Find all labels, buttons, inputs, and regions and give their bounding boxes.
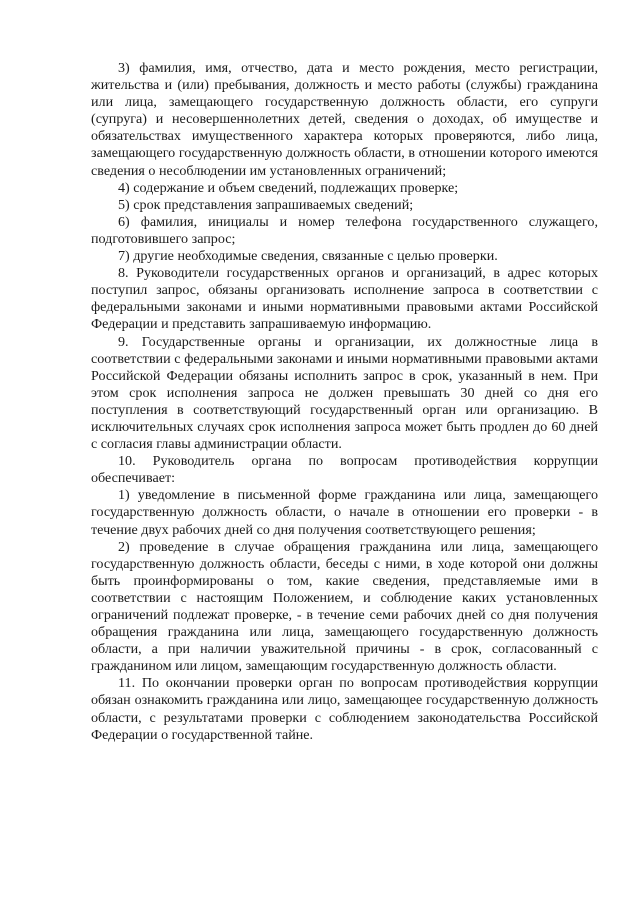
paragraph-item-4: 4) содержание и объем сведений, подлежащих проверке; xyxy=(118,179,459,196)
paragraph-section-11: 11. По окончании проверки орган по вопросам противодействия коррупции обязан ознакомить гражданина или лицо, замещающее государственную должность области, с результатами проверки с соблюдением законодательства Российской Федерации о государственной тайне. xyxy=(91,675,598,743)
paragraph-section-10: 10. Руководитель органа по вопросам противодействия коррупции обеспечивает: xyxy=(91,453,598,487)
paragraph-item-5: 5) срок представления запрашиваемых сведений; xyxy=(118,196,414,213)
paragraph-section-10-item-1: 1) уведомление в письменной форме гражданина или лица, замещающего государственную должность области, о начале в отношении его проверки - в течение двух рабочих дней со дня получения соответствующего решения; xyxy=(91,487,598,538)
document-body xyxy=(91,60,598,744)
paragraph-item-3: 3) фамилия, имя, отчество, дата и место рождения, место регистрации, жительства и (или) пребывания, должность и место работы (службы) гражданина или лица, замещающего государственную должность области, его супруги (супруга) и несовершеннолетних детей, сведения о доходах, об имуществе и обязательствах имущественного характера которых проверяются, либо лица, замещающего государственную должность области, в отношении которого имеются сведения о несоблюдении им установленных ограничений; xyxy=(91,60,598,179)
paragraph-section-8: 8. Руководители государственных органов и организаций, в адрес которых поступил запрос, обязаны организовать исполнение запроса в соответствии с федеральными законами и иными нормативными правовыми актами Российской Федерации и представить запрашиваемую информацию. xyxy=(91,265,598,333)
paragraph-item-7: 7) другие необходимые сведения, связанные с целью проверки. xyxy=(118,248,498,265)
paragraph-section-10-item-2: 2) проведение в случае обращения гражданина или лица, замещающего государственную должность области, беседы с ними, в ходе которой они должны быть проинформированы о том, какие сведения, представляемые ими в соответствии с настоящим Положением, и соблюдение каких установленных ограничений подлежат проверке, - в течение семи рабочих дней со дня получения обращения гражданина или лица, замещающего государственную должность области, а при наличии уважительной причины - в срок, согласованный с гражданином или лицом, замещающим государственную должность области. xyxy=(91,538,598,675)
paragraph-item-6: 6) фамилия, инициалы и номер телефона государственного служащего, подготовившего запрос; xyxy=(91,213,598,247)
paragraph-section-9: 9. Государственные органы и организации, их должностные лица в соответствии с федеральными законами и иными нормативными правовыми актами Российской Федерации обязаны исполнить запрос в срок, указанный в нем. При этом срок исполнения запроса не должен превышать 30 дней со дня его поступления в соответствующий государственный орган или организацию. В исключительных случаях срок исполнения запроса может быть продлен до 60 дней с согласия главы администрации области. xyxy=(91,333,598,453)
